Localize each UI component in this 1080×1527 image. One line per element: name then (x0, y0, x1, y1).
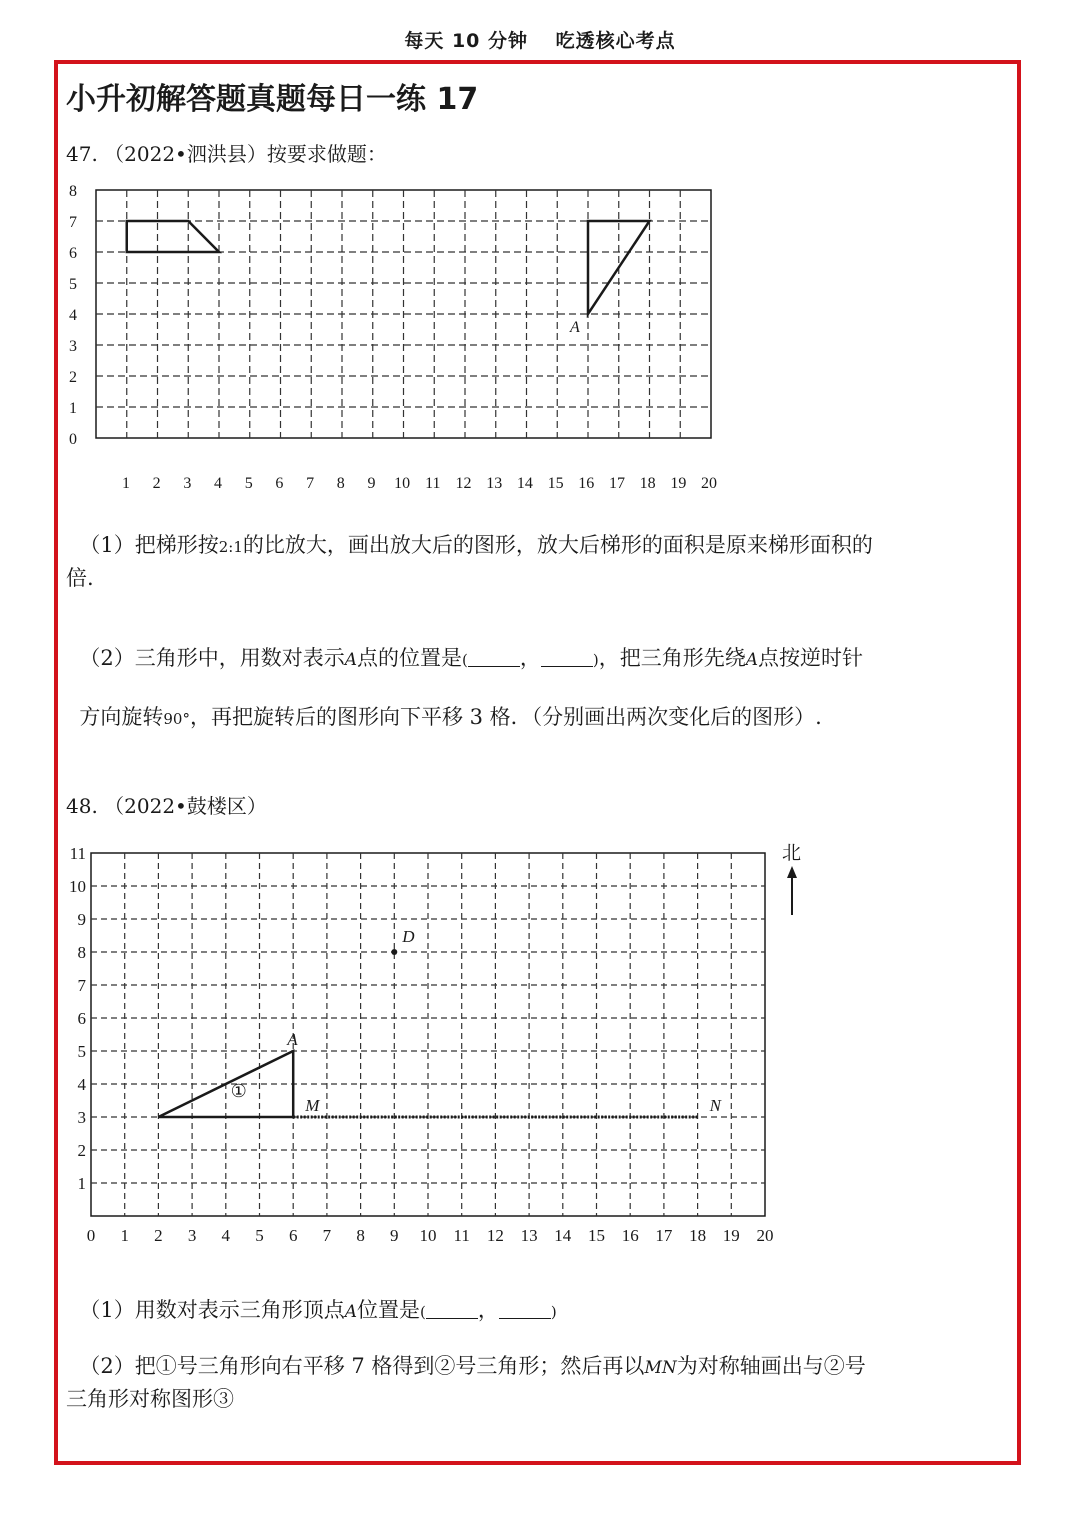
x-tick-label: 19 (722, 1226, 740, 1245)
x-tick-label: 13 (520, 1226, 538, 1245)
x-tick-label: 1 (120, 1226, 129, 1245)
x-tick-label: 15 (547, 475, 564, 492)
q47-part1-end: 倍. (66, 566, 94, 590)
q47-heading: 47. （2022•泗洪县）按要求做题： (66, 142, 387, 166)
q47-part2: （2）三角形中，用数对表示A点的位置是( ， )，把三角形先绕A点按逆时针 (79, 646, 864, 670)
x-tick-label: 9 (390, 1226, 399, 1245)
x-tick-label: 11 (425, 475, 441, 492)
y-tick-label: 11 (69, 844, 86, 863)
x-tick-label: 5 (255, 1226, 264, 1245)
x-tick-label: 0 (86, 1226, 96, 1245)
x-tick-label: 5 (244, 475, 253, 492)
y-tick-label: 8 (77, 943, 86, 962)
x-tick-label: 11 (453, 1226, 470, 1245)
point-n-label: N (709, 1096, 721, 1115)
q47-part2-cont: 方向旋转90°，再把旋转后的图形向下平移 3 格．（分别画出两次变化后的图形）. (79, 705, 822, 729)
y-tick-label: 7 (69, 214, 77, 231)
y-tick-label: 2 (77, 1141, 86, 1160)
y-tick-label: 3 (69, 338, 77, 355)
x-tick-label: 8 (336, 475, 345, 492)
x-tick-label: 2 (154, 1226, 163, 1245)
y-tick-label: 7 (77, 976, 86, 995)
x-tick-label: 19 (670, 475, 687, 492)
y-tick-label: 4 (77, 1075, 86, 1094)
x-tick-label: 3 (183, 475, 192, 492)
x-tick-label: 20 (756, 1226, 774, 1245)
x-tick-label: 10 (419, 1226, 437, 1245)
q48-part2: （2）把①号三角形向右平移 7 格得到②号三角形；然后再以MN为对称轴画出与②号 (79, 1354, 866, 1378)
y-tick-label: 10 (69, 877, 86, 896)
q47-part1: （1）把梯形按2:1的比放大，画出放大后的图形，放大后梯形的面积是原来梯形面积的 (79, 533, 873, 557)
north-label: 北 (782, 843, 802, 864)
y-tick-label: 5 (77, 1042, 86, 1061)
x-tick-label: 4 (221, 1226, 231, 1245)
x-tick-label: 14 (554, 1226, 572, 1245)
point-d-label: D (402, 927, 415, 946)
answer-blank[interactable] (499, 1300, 551, 1319)
x-tick-label: 8 (356, 1226, 365, 1245)
x-tick-label: 15 (588, 1226, 605, 1245)
y-tick-label: 2 (69, 369, 77, 386)
x-tick-label: 12 (455, 475, 472, 492)
x-tick-label: 17 (608, 475, 625, 492)
page-title: 小升初解答题真题每日一练 17 (66, 82, 479, 117)
x-tick-label: 16 (621, 1226, 639, 1245)
y-tick-label: 5 (69, 276, 77, 293)
y-tick-label: 4 (69, 307, 77, 324)
point-a-label: A (570, 319, 580, 336)
y-tick-label: 1 (69, 400, 77, 417)
q48-heading: 48. （2022•鼓楼区） (66, 794, 267, 818)
point-d-marker (391, 949, 397, 955)
x-tick-label: 14 (516, 475, 533, 492)
x-tick-label: 9 (367, 475, 376, 492)
x-tick-label: 18 (639, 475, 656, 492)
x-tick-label: 6 (288, 1226, 298, 1245)
answer-blank[interactable] (426, 1300, 478, 1319)
page-header: 每天 10 分钟 吃透核心考点 (404, 30, 676, 52)
y-tick-label: 3 (77, 1108, 86, 1127)
y-tick-label: 9 (77, 910, 86, 929)
y-tick-label: 6 (77, 1009, 86, 1028)
point-m-label: M (305, 1096, 320, 1115)
x-tick-label: 20 (701, 475, 717, 492)
y-tick-label: 8 (69, 183, 77, 200)
x-tick-label: 7 (322, 1226, 332, 1245)
triangle-number-label: ① (230, 1081, 247, 1102)
x-tick-label: 17 (655, 1226, 673, 1245)
y-tick-label: 1 (77, 1174, 86, 1193)
x-tick-label: 16 (578, 475, 595, 492)
x-tick-label: 1 (122, 475, 130, 492)
x-tick-label: 18 (689, 1226, 707, 1245)
vertex-a-label: A (287, 1030, 298, 1049)
y-tick-label: 6 (69, 245, 77, 262)
x-tick-label: 10 (394, 475, 411, 492)
q48-part2-end: 三角形对称图形③ (66, 1387, 234, 1411)
north-arrowhead-icon (787, 866, 797, 878)
y-tick-label: 0 (69, 431, 77, 448)
x-tick-label: 2 (152, 475, 161, 492)
x-tick-label: 6 (275, 475, 284, 492)
x-tick-label: 13 (486, 475, 503, 492)
x-tick-label: 12 (486, 1226, 504, 1245)
x-tick-label: 7 (306, 475, 315, 492)
x-tick-label: 4 (214, 475, 223, 492)
x-tick-label: 3 (187, 1226, 197, 1245)
q48-part1: （1）用数对表示三角形顶点A位置是( ， ) (79, 1298, 557, 1322)
